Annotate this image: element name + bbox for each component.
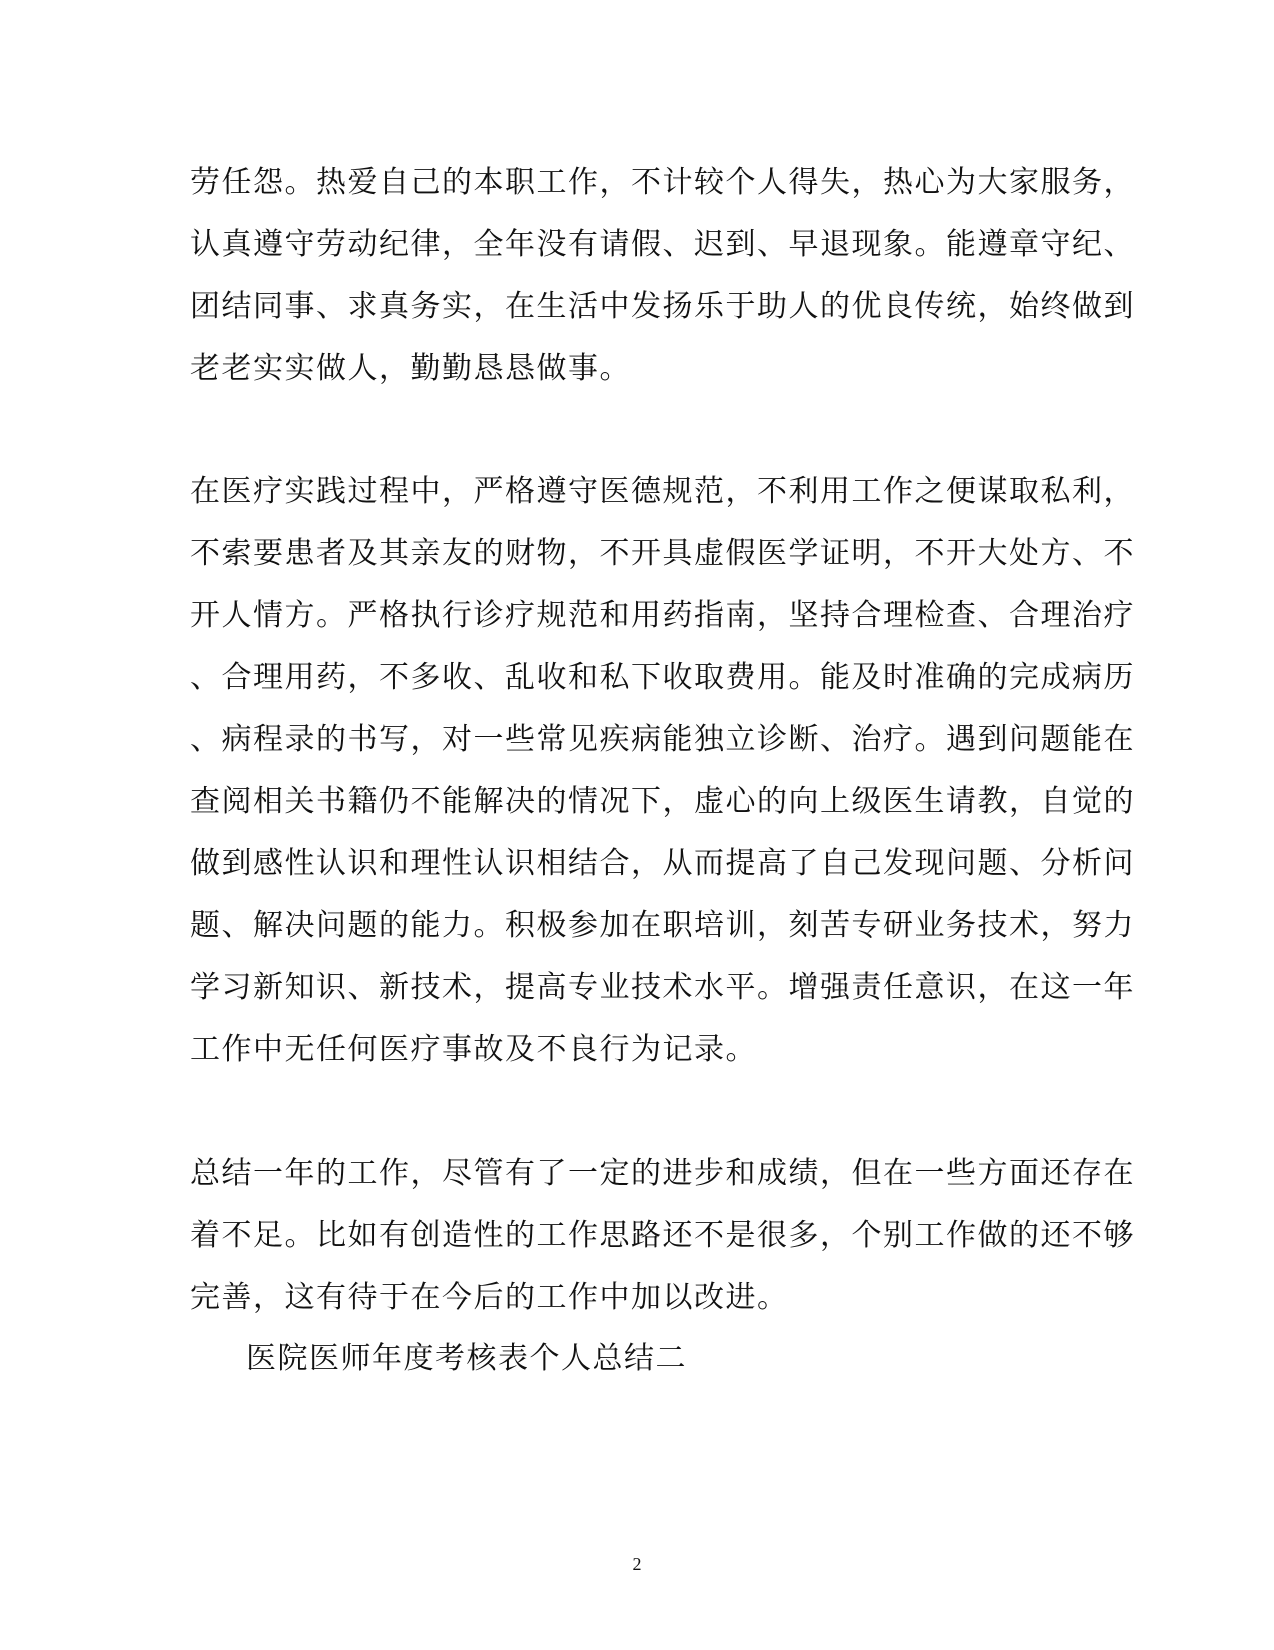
paragraph-1-line-1: 劳任怨。热爱自己的本职工作，不计较个人得失，热心为大家服务，	[190, 165, 1135, 200]
paragraph-2-line-10: 工作中无任何医疗事故及不良行为记录。	[190, 1032, 757, 1067]
section-heading: 医院医师年度考核表个人总结二	[246, 1341, 687, 1376]
paragraph-2-line-8: 题、解决问题的能力。积极参加在职培训，刻苦专研业务技术，努力	[190, 908, 1135, 943]
paragraph-1-line-3: 团结同事、求真务实，在生活中发扬乐于助人的优良传统，始终做到	[190, 289, 1135, 324]
page-number: 2	[632, 1554, 642, 1574]
paragraph-2-line-1: 在医疗实践过程中，严格遵守医德规范，不利用工作之便谋取私利，	[190, 474, 1135, 509]
paragraph-2-line-6: 查阅相关书籍仍不能解决的情况下，虚心的向上级医生请教，自觉的	[190, 784, 1135, 819]
paragraph-1-line-4: 老老实实做人，勤勤恳恳做事。	[190, 351, 631, 386]
paragraph-2-line-3: 开人情方。严格执行诊疗规范和用药指南，坚持合理检查、合理治疗	[190, 598, 1135, 633]
paragraph-2-line-5: 、病程录的书写，对一些常见疾病能独立诊断、治疗。遇到问题能在	[190, 722, 1135, 757]
paragraph-2-line-7: 做到感性认识和理性认识相结合，从而提高了自己发现问题、分析问	[190, 846, 1135, 881]
paragraph-2-line-4: 、合理用药，不多收、乱收和私下收取费用。能及时准确的完成病历	[190, 660, 1135, 695]
paragraph-3-line-3: 完善，这有待于在今后的工作中加以改进。	[190, 1280, 789, 1315]
paragraph-2-line-2: 不索要患者及其亲友的财物，不开具虚假医学证明，不开大处方、不	[190, 536, 1135, 571]
paragraph-2-line-9: 学习新知识、新技术，提高专业技术水平。增强责任意识，在这一年	[190, 970, 1135, 1005]
paragraph-1-line-2: 认真遵守劳动纪律，全年没有请假、迟到、早退现象。能遵章守纪、	[190, 227, 1135, 262]
paragraph-3-line-2: 着不足。比如有创造性的工作思路还不是很多，个别工作做的还不够	[190, 1218, 1135, 1253]
paragraph-3-line-1: 总结一年的工作，尽管有了一定的进步和成绩，但在一些方面还存在	[190, 1156, 1135, 1191]
